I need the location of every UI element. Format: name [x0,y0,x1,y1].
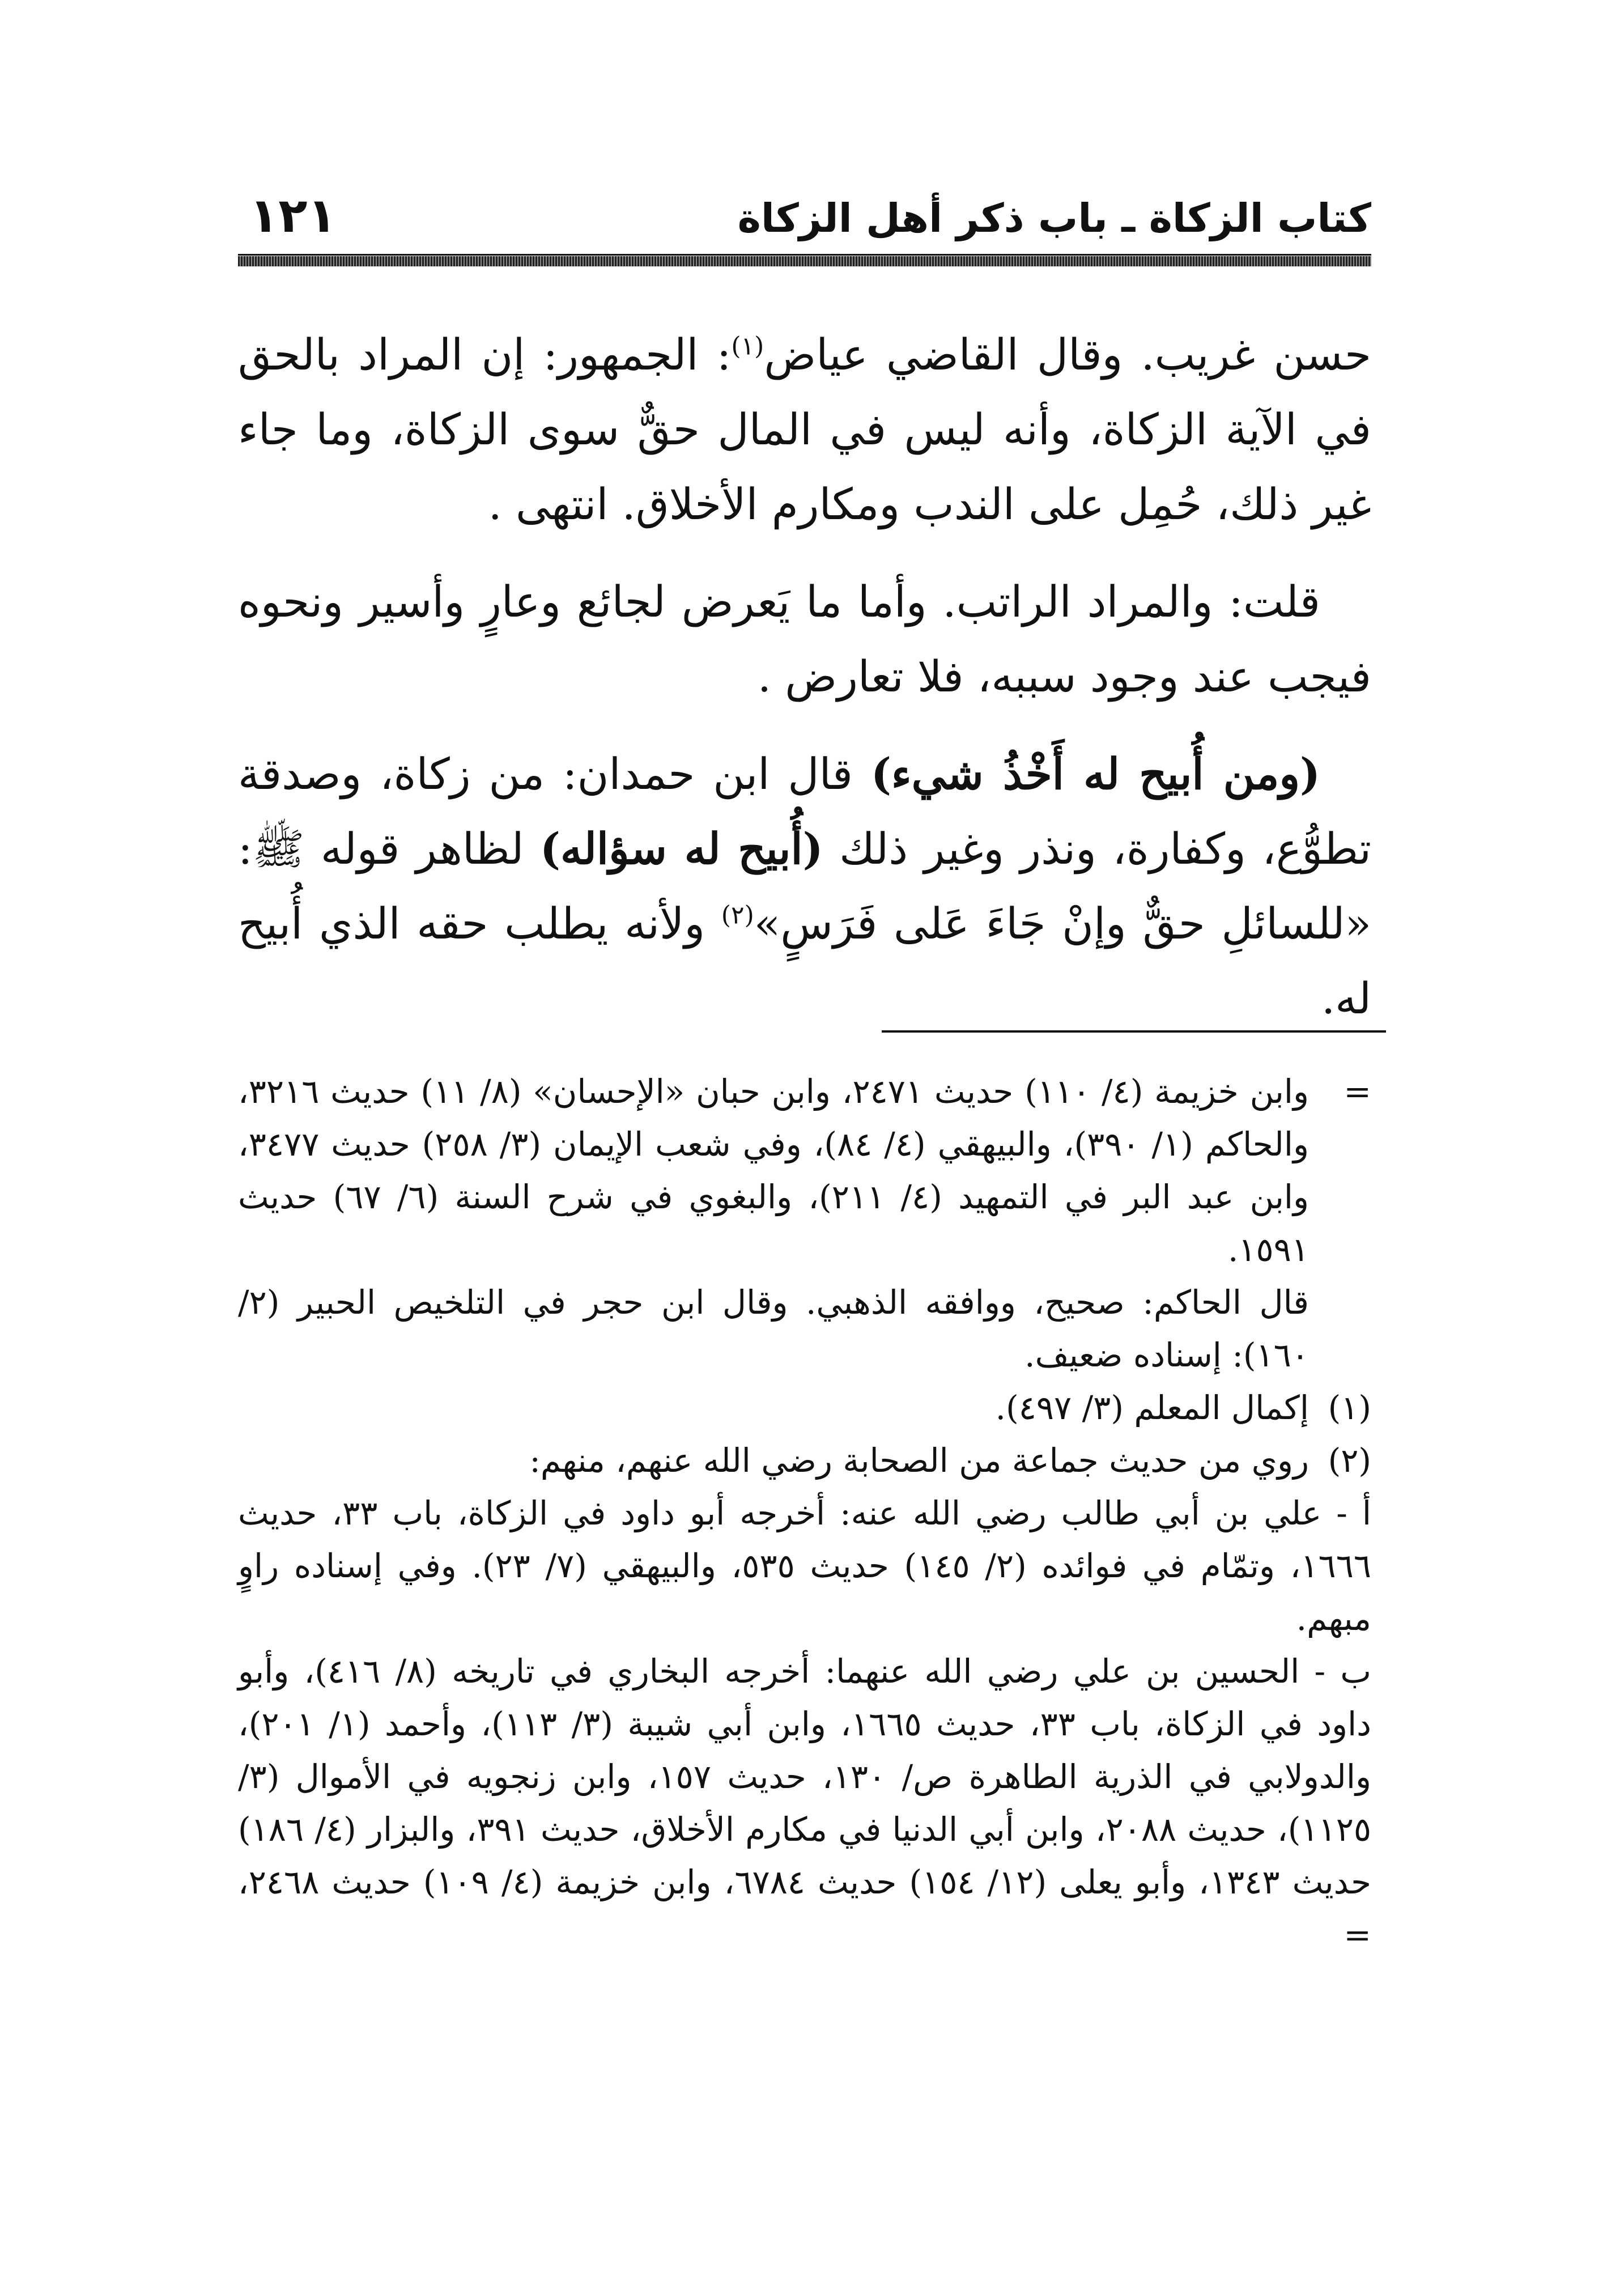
footnote-continuation-body [238,1065,1309,1276]
paragraph-1 [238,317,1371,542]
p1-text-a: حسن غريب. وقال القاضي عياض [764,329,1372,380]
footnote-continuation-text: وابن خزيمة (٤/ ١١٠) حديث ٢٤٧١، وابن حبان «الإحسان» (٨/ ١١) حديث ٣٢١٦، والحاكم (١/ ٣٩٠)، والبيهقي (٤/ ٨٤)، وفي شعب الإيمان (٣/ ٢٥٨) حديث ٣٤٧٧، وابن عبد البر في التمهيد (٤/ ٢١١)، والبغوي في شرح السنة (٦/ ٦٧) حديث ١٥٩١. [238,1072,1309,1269]
footnote-2-item-b: ب - الحسين بن علي رضي الله عنهما: أخرجه البخاري في تاريخه (٨/ ٤١٦)، وأبو داود في الزكاة، باب ٣٣، حديث ١٦٦٥، وابن أبي شيبة (٣/ ١١٣)، وأحمد (١/ ٢٠١)، والدولابي في الذرية الطاهرة ص/ ١٣٠، حديث ١٥٧، وابن زنجويه في الأموال (٣/ ١١٢٥)، حديث ٢٠٨٨، وابن أبي الدنيا في مكارم الأخلاق، حديث ٣٩١، والبزار (٤/ ١٨٦) حديث ١٣٤٣، وأبو يعلى (١٢/ ١٥٤) حديث ٦٧٨٤، وابن خزيمة (٤/ ١٠٩) حديث ٢٤٦٨، = [238,1652,1372,1954]
paragraph-3 [238,737,1371,1036]
p3-text-b: لظاهر قوله ﷺ: «للسائلِ حقٌّ وإنْ جَاءَ عَلى فَرَسٍ» [238,823,1371,949]
header-rule [238,256,1371,266]
footnote-1 [238,1382,1371,1434]
footnote-2-intro: روي من حديث جماعة من الصحابة رضي الله عنهم، منهم: [529,1441,1309,1480]
footnote-separator [882,1030,1386,1033]
footnote-1-marker: (١) [1328,1388,1371,1427]
footnote-1-body [238,1382,1309,1434]
p1-text-b: : الجمهور: إن المراد بالحق في الآية الزكاة، وأنه ليس في المال حقٌّ سوى الزكاة، وما جاء غير ذلك، حُمِل على الندب ومكارم الأخلاق. انتهى . [238,329,1371,529]
footnote-continuation [238,1065,1371,1276]
p3-text-c: ولأنه يطلب حقه الذي أُبيح له. [238,898,1371,1024]
footnote-ref-2: (٢) [721,901,754,930]
footnote-2-body [238,1434,1309,1487]
p3-matn-1: (ومن أُبيح له أَخْذُ شيء) [870,749,1320,799]
header-rule-line [238,254,1371,256]
p3-matn-2: (أُبيح له سؤاله) [540,823,823,874]
footnotes [238,1065,1371,1961]
page-number: ١٢١ [249,188,337,243]
page-header [238,187,1371,255]
footnote-2-marker: (٢) [1328,1441,1371,1480]
footnote-1-text: إكمال المعلم (٣/ ٤٩٧). [995,1388,1309,1427]
footnote-continuation-marker: = [1344,1072,1371,1111]
footnote-ref-1: (١) [731,332,764,361]
footnote-2-item-a: أ - علي بن أبي طالب رضي الله عنه: أخرجه أبو داود في الزكاة، باب ٣٣، حديث ١٦٦٦، وتمّام في فوائده (٢/ ١٤٥) حديث ٥٣٥، والبيهقي (٧/ ٢٣). وفي إسناده راوٍ مبهم. [238,1494,1372,1638]
footnote-2 [238,1434,1371,1487]
main-text [238,317,1371,1059]
p3-text-a: قال ابن حمدان: من زكاة، وصدقة تطوُّع، وكفارة، ونذر وغير ذلك [238,749,1371,874]
paragraph-2: قلت: والمراد الراتب. وأما ما يَعرض لجائع وعارٍ وأسير ونحوه فيجب عند وجود سببه، فلا تعارض . [238,576,1371,702]
footnote-continuation-2-wrap [238,1276,1371,1382]
footnote-continuation-text-2: قال الحاكم: صحيح، ووافقه الذهبي. وقال ابن حجر في التلخيص الحبير (٢/ ١٦٠): إسناده ضعيف. [238,1283,1309,1374]
running-title: كتاب الزكاة ـ باب ذكر أهل الزكاة [737,195,1371,241]
